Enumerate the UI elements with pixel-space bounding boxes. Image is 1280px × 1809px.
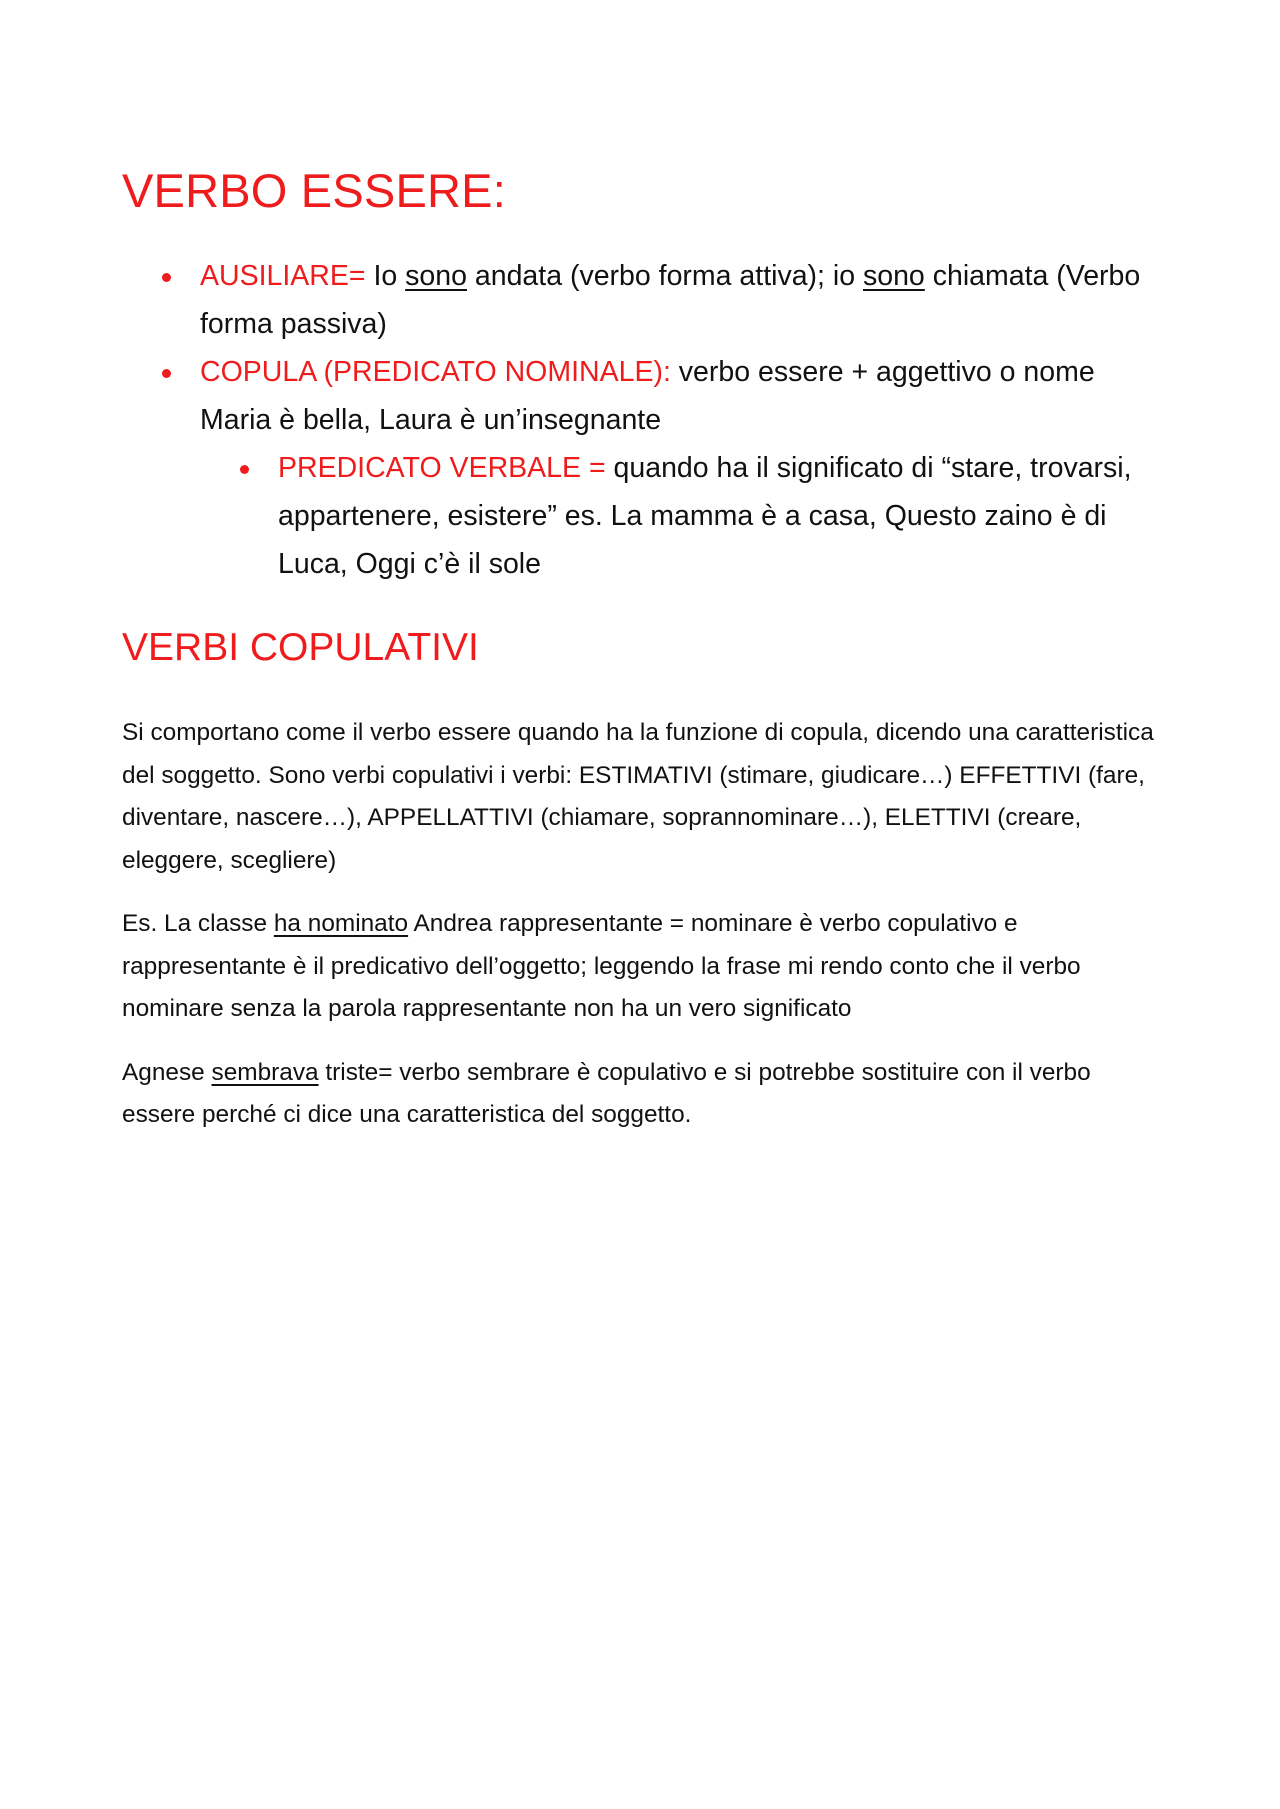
heading-verbi-copulativi: VERBI COPULATIVI <box>122 626 479 669</box>
bullet-ausiliare-text-2: andata (verbo forma attiva); io <box>466 260 863 292</box>
paragraph-2-text-2: Andrea rappresentante = nominare è verbo copulativo e rappresentante è il predicativo dell’oggetto; leggendo la frase mi rendo conto che il verbo nominare senza la parola rappresentante non ha un vero significato <box>122 910 1081 1022</box>
bullet-copula-text: verbo essere + aggettivo o nome Maria è bella, Laura è un’insegnante <box>200 356 1095 436</box>
bullet-ausiliare-underlined-2: sono <box>862 260 925 292</box>
bullet-predicato-verbale-label: PREDICATO VERBALE = <box>278 452 606 484</box>
bullet-ausiliare-underlined-1: sono <box>405 260 467 292</box>
bullet-ausiliare <box>200 252 1162 348</box>
bullet-ausiliare-label: AUSILIARE= <box>200 260 366 292</box>
paragraph-3-text-1: Agnese <box>122 1058 212 1086</box>
paragraph-definition: Si comportano come il verbo essere quando ha la funzione di copula, dicendo una caratteristica del soggetto. Sono verbi copulativi i verbi: ESTIMATIVI (stimare, giudicare…) EFFETTIVI (fare, diventare, nascere…), APPELLATTIVI (chiamare, soprannominare…), ELETTIVI (creare, eleggere, scegliere) <box>122 719 1154 874</box>
bullet-copula <box>200 348 1162 588</box>
heading-verbo-essere: VERBO ESSERE: <box>122 164 506 217</box>
paragraph-3-text-2: triste= verbo sembrare è copulativo e si potrebbe sostituire con il verbo essere perché ci dice una caratteristica del soggetto. <box>122 1058 1091 1128</box>
bullet-copula-label: COPULA (PREDICATO NOMINALE): <box>200 356 671 388</box>
paragraph-example-nominato <box>122 903 1162 1031</box>
bullet-list-sub <box>200 444 1162 588</box>
paragraph-2-text-1: Es. La classe <box>122 910 274 937</box>
paragraph-2-underlined: ha nominato <box>273 910 409 937</box>
bullet-ausiliare-text-3: chiamata (Verbo forma passiva) <box>200 260 1141 340</box>
paragraph-example-sembrava <box>122 1052 1162 1137</box>
bullet-list-essere <box>122 252 1162 588</box>
paragraph-3-underlined: sembrava <box>211 1058 319 1086</box>
bullet-predicato-verbale-text: quando ha il significato di “stare, trovarsi, appartenere, esistere” es. La mamma è a casa, Questo zaino è di Luca, Oggi c’è il sole <box>278 452 1132 580</box>
bullet-ausiliare-text-1: Io <box>365 260 406 292</box>
bullet-predicato-verbale <box>278 444 1162 588</box>
